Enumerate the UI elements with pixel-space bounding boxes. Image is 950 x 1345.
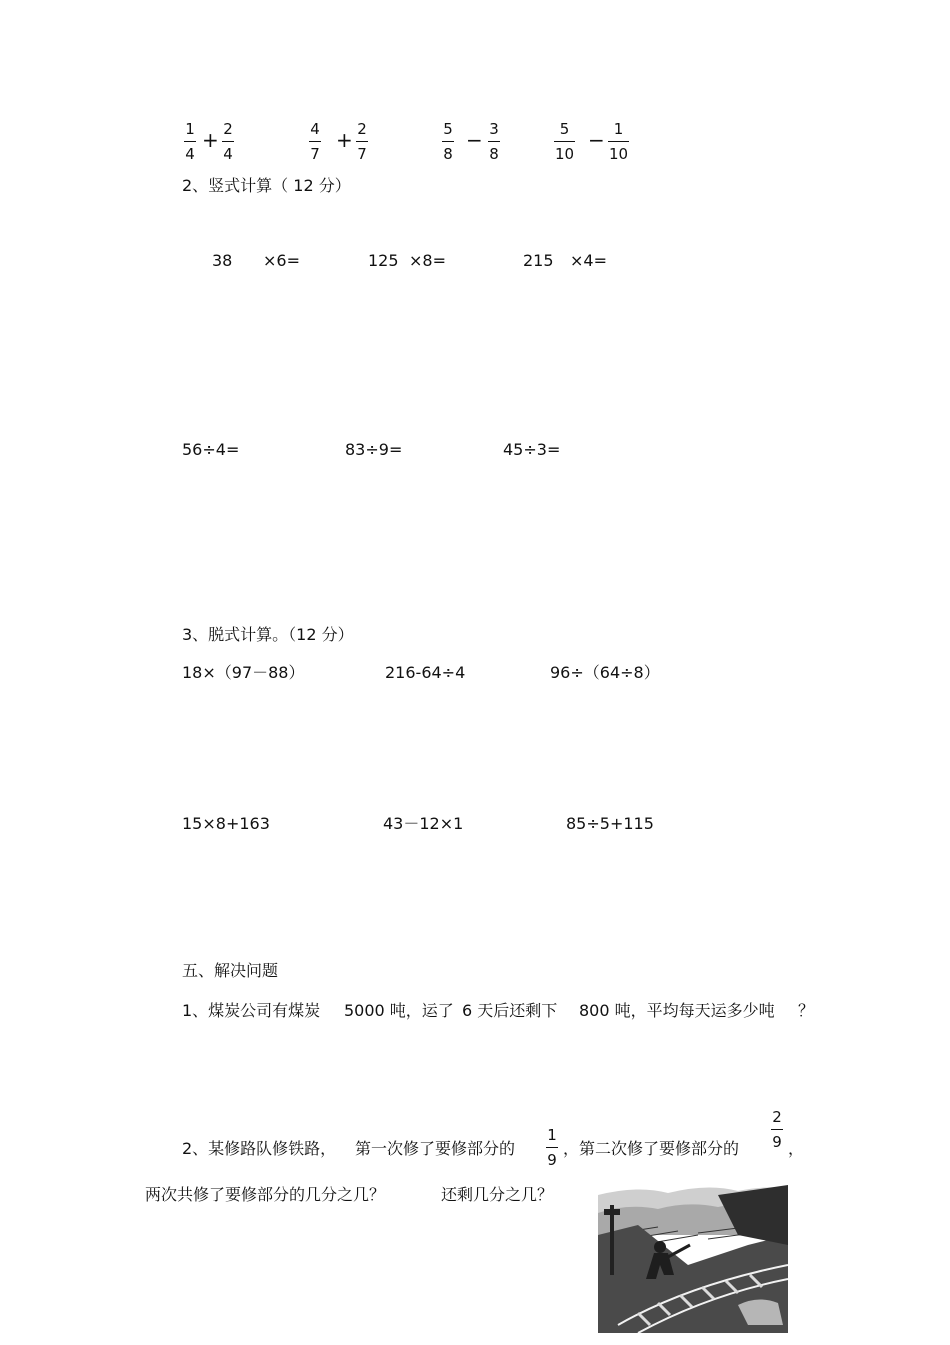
- fraction: [546, 1128, 558, 1168]
- denominator: 9: [772, 1133, 782, 1151]
- operator: +: [336, 128, 353, 152]
- calc-expression: 85÷5+115: [566, 814, 654, 833]
- numerator: 1: [547, 1126, 557, 1144]
- numerator: 2: [357, 120, 367, 138]
- operator: +: [202, 128, 219, 152]
- calc-operator: ×4=: [570, 251, 607, 270]
- denominator: 10: [609, 145, 629, 163]
- problem-text: 2、某修路队修铁路，: [182, 1139, 337, 1158]
- fraction: [222, 122, 234, 162]
- problem-text: 两次共修了要修部分的几分之几？: [145, 1185, 386, 1204]
- problem-text: ，: [788, 1139, 805, 1158]
- denominator: 10: [555, 145, 575, 163]
- denominator: 8: [489, 145, 499, 163]
- calc-expression: 96÷（64÷8）: [550, 663, 660, 682]
- numerator: 4: [310, 120, 320, 138]
- problem-text: 6 天后还剩下: [462, 1001, 558, 1020]
- fraction: [184, 122, 196, 162]
- fraction: [608, 122, 629, 162]
- calc-expression: 83÷9=: [345, 440, 403, 459]
- fraction: [309, 122, 321, 162]
- problem-text: 1、煤炭公司有煤炭: [182, 1001, 321, 1020]
- fraction: [554, 122, 575, 162]
- operator: −: [588, 128, 605, 152]
- numerator: 5: [443, 120, 453, 138]
- numerator: 1: [185, 120, 195, 138]
- calc-expression: 15×8+163: [182, 814, 270, 833]
- calc-operand: 125: [368, 251, 399, 270]
- problem-text: 5000 吨，运了: [344, 1001, 454, 1020]
- numerator: 2: [223, 120, 233, 138]
- calc-expression: 43－12×1: [383, 814, 464, 833]
- calc-operand: 215: [523, 251, 554, 270]
- fraction: [442, 122, 454, 162]
- fraction: [356, 122, 368, 162]
- calc-expression: 45÷3=: [503, 440, 561, 459]
- denominator: 4: [223, 145, 233, 163]
- calc-expression: 56÷4=: [182, 440, 240, 459]
- numerator: 5: [559, 120, 570, 138]
- numerator: 3: [489, 120, 499, 138]
- problem-text: ，第二次修了要修部分的: [563, 1139, 740, 1158]
- calc-operand: 38: [212, 251, 233, 270]
- denominator: 4: [185, 145, 195, 163]
- section-5-title: 五、解决问题: [182, 961, 279, 980]
- fraction: [488, 122, 500, 162]
- problem-text: 还剩几分之几？: [441, 1185, 554, 1204]
- numerator: 1: [613, 120, 624, 138]
- denominator: 7: [357, 145, 367, 163]
- problem-text: 第一次修了要修部分的: [355, 1139, 516, 1158]
- problem-text: ？: [798, 1001, 815, 1020]
- denominator: 9: [547, 1151, 557, 1169]
- calc-operator: ×8=: [409, 251, 446, 270]
- denominator: 8: [443, 145, 453, 163]
- railway-worker-illustration-icon: [598, 1175, 788, 1333]
- denominator: 7: [310, 145, 320, 163]
- problem-text: 800 吨，平均每天运多少吨: [579, 1001, 775, 1020]
- numerator: 2: [772, 1108, 782, 1126]
- fraction: [771, 1110, 783, 1150]
- operator: −: [466, 128, 483, 152]
- calc-expression: 18×（97－88）: [182, 663, 305, 682]
- section-2-title: 2、竖式计算（ 12 分）: [182, 176, 351, 195]
- calc-expression: 216-64÷4: [385, 663, 466, 682]
- calc-operator: ×6=: [263, 251, 300, 270]
- section-3-title: 3、脱式计算。（12 分）: [182, 625, 354, 644]
